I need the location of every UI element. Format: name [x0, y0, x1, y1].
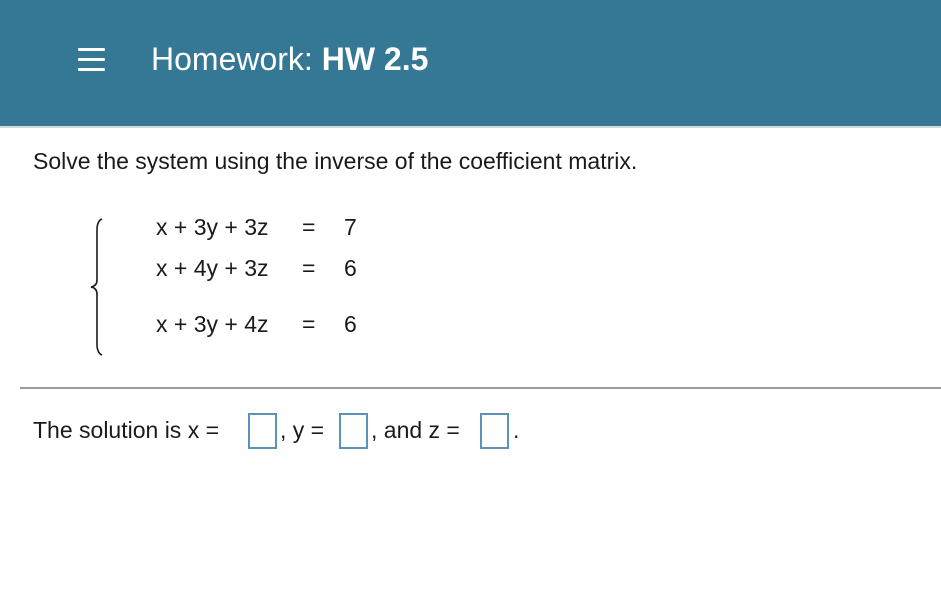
- z-answer-input[interactable]: [480, 413, 509, 449]
- equation-3-equals: =: [302, 311, 316, 337]
- equation-1-lhs: x + 3y + 3z: [156, 214, 269, 240]
- equation-2-lhs: x + 4y + 3z: [156, 255, 269, 281]
- equation-1-rhs: 7: [344, 214, 357, 240]
- equation-2-equals: =: [302, 255, 316, 281]
- system-brace-icon: [88, 216, 110, 358]
- solution-sep-y: , y =: [280, 417, 325, 443]
- homework-title-prefix: Homework:: [151, 41, 313, 77]
- x-answer-input[interactable]: [248, 413, 277, 449]
- equation-1-equals: =: [302, 214, 316, 240]
- solution-sep-z: , and z =: [371, 417, 460, 443]
- problem-instruction: Solve the system using the inverse of the coefficient matrix.: [33, 148, 638, 174]
- equation-3-lhs: x + 3y + 4z: [156, 311, 269, 337]
- homework-header: [0, 0, 941, 128]
- homework-title-name: HW 2.5: [321, 41, 429, 77]
- equation-3-rhs: 6: [344, 311, 357, 337]
- solution-suffix: .: [513, 417, 520, 443]
- homework-title: [151, 41, 428, 78]
- solution-prefix: The solution is x =: [33, 417, 220, 443]
- section-divider: [20, 387, 941, 389]
- equation-2-rhs: 6: [344, 255, 357, 281]
- y-answer-input[interactable]: [339, 413, 368, 449]
- hamburger-menu-icon[interactable]: [78, 47, 105, 73]
